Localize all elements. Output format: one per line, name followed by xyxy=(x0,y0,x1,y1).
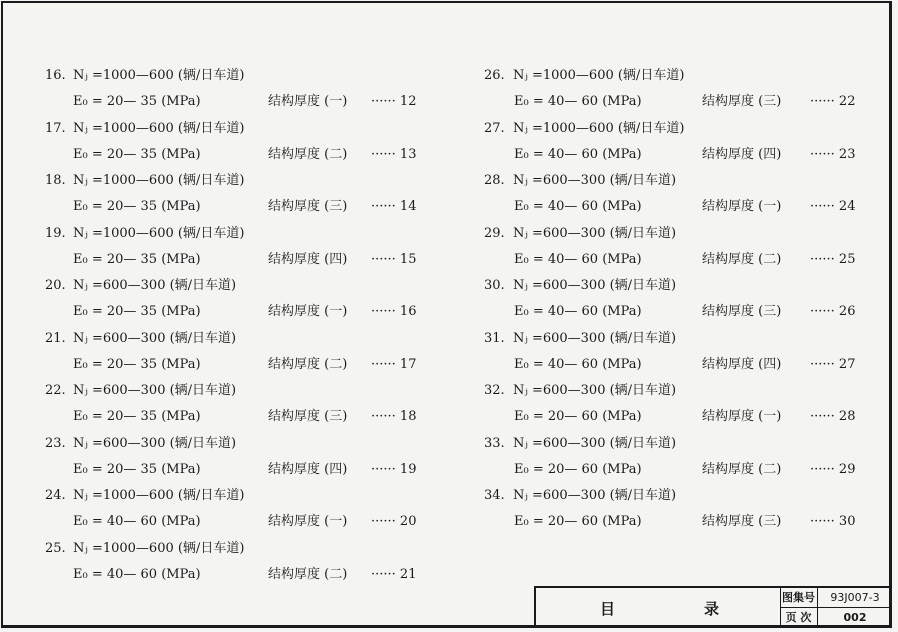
toc-entry-page: ······ 15 xyxy=(371,251,417,267)
toc-entry-traffic-volume: Nⱼ =600—300 (辆/日车道) xyxy=(73,278,237,293)
toc-entry-detail-line xyxy=(3,251,443,269)
toc-entry-modulus: E₀ = 40— 60 (MPa) xyxy=(514,251,642,267)
toc-entry-traffic-volume: Nⱼ =600—300 (辆/日车道) xyxy=(73,383,237,398)
toc-entry-modulus: E₀ = 40— 60 (MPa) xyxy=(514,304,642,319)
toc-entry-traffic-line xyxy=(3,435,443,453)
toc-entry-structure: 结构厚度 (一) xyxy=(268,94,348,109)
toc-entry-structure: 结构厚度 (一) xyxy=(702,199,782,214)
toc-entry-modulus: E₀ = 20— 35 (MPa) xyxy=(73,251,201,267)
toc-entry xyxy=(3,172,443,225)
toc-entry-structure: 结构厚度 (二) xyxy=(268,146,348,162)
toc-entry-number: 16. xyxy=(45,68,66,83)
toc-entry-number: 26. xyxy=(484,68,505,83)
toc-entry-traffic-line xyxy=(3,120,443,138)
toc-entry-traffic-line xyxy=(443,120,892,138)
toc-entry-structure: 结构厚度 (二) xyxy=(702,251,782,267)
toc-entry-traffic-volume: Nⱼ =600—300 (辆/日车道) xyxy=(73,330,237,346)
toc-entry-page: ······ 21 xyxy=(371,566,417,582)
toc-entry-traffic-line xyxy=(443,277,892,295)
toc-entry-traffic-volume: Nⱼ =600—300 (辆/日车道) xyxy=(513,383,677,398)
toc-entry-number: 25. xyxy=(45,540,66,556)
toc-entry-page: ······ 27 xyxy=(810,356,856,372)
toc-entry xyxy=(443,487,892,540)
toc-entry-traffic-line xyxy=(443,330,892,348)
toc-entry-structure: 结构厚度 (四) xyxy=(702,356,782,372)
toc-entry xyxy=(443,435,892,488)
toc-entry-structure: 结构厚度 (三) xyxy=(268,409,348,424)
title-block-title xyxy=(536,588,781,627)
toc-entry-traffic-volume: Nⱼ =600—300 (辆/日车道) xyxy=(513,173,677,188)
toc-entry-detail-line xyxy=(3,566,443,584)
toc-entry-page: ······ 20 xyxy=(371,514,417,529)
toc-entry-detail-line xyxy=(443,251,892,269)
toc-entry-detail-line xyxy=(443,198,892,216)
toc-entry-modulus: E₀ = 20— 35 (MPa) xyxy=(73,461,201,477)
drawing-sheet xyxy=(1,1,892,628)
toc-entry-detail-line xyxy=(3,408,443,426)
toc-entry-structure: 结构厚度 (三) xyxy=(268,199,348,214)
toc-entry-detail-line xyxy=(443,146,892,164)
toc-entry-modulus: E₀ = 20— 35 (MPa) xyxy=(73,199,201,214)
toc-entry-number: 18. xyxy=(45,173,66,188)
toc-entry-traffic-line xyxy=(3,487,443,505)
toc-entry-traffic-line xyxy=(3,540,443,558)
toc-entry-number: 30. xyxy=(484,278,505,293)
toc-entry-traffic-volume: Nⱼ =1000—600 (辆/日车道) xyxy=(73,488,245,503)
toc-entry-modulus: E₀ = 40— 60 (MPa) xyxy=(73,566,201,582)
title-char-2: 录 xyxy=(704,600,720,618)
toc-entry xyxy=(443,330,892,383)
toc-entry-traffic-volume: Nⱼ =1000—600 (辆/日车道) xyxy=(513,68,685,83)
toc-entry-modulus: E₀ = 20— 35 (MPa) xyxy=(73,304,201,319)
toc-entry-detail-line xyxy=(3,461,443,479)
toc-entry-detail-line xyxy=(443,408,892,426)
toc-entry-structure: 结构厚度 (四) xyxy=(702,146,782,162)
toc-entry-traffic-volume: Nⱼ =1000—600 (辆/日车道) xyxy=(73,120,245,136)
toc-entry-page: ······ 26 xyxy=(810,304,856,319)
title-block-grid xyxy=(780,588,892,627)
toc-entry-traffic-line xyxy=(443,435,892,453)
atlas-number-label: 图集号 xyxy=(780,588,818,608)
toc-entry-page: ······ 17 xyxy=(371,356,417,372)
toc-entry xyxy=(443,225,892,278)
page-number-value: 002 xyxy=(843,611,867,624)
toc-entry-structure: 结构厚度 (一) xyxy=(702,409,782,424)
toc-entry-traffic-volume: Nⱼ =1000—600 (辆/日车道) xyxy=(73,540,245,556)
toc-entry-number: 20. xyxy=(45,278,66,293)
page-number-label: 页 次 xyxy=(780,608,818,627)
toc-entry-page: ······ 14 xyxy=(371,199,417,214)
toc-entry-structure: 结构厚度 (三) xyxy=(702,514,782,529)
toc-entry-structure: 结构厚度 (一) xyxy=(268,304,348,319)
title-char-1: 目 xyxy=(600,600,616,618)
toc-entry-structure: 结构厚度 (三) xyxy=(702,304,782,319)
toc-entry xyxy=(3,225,443,278)
toc-entry-traffic-volume: Nⱼ =1000—600 (辆/日车道) xyxy=(513,120,685,136)
toc-entry-page: ······ 25 xyxy=(810,251,856,267)
toc-entry-modulus: E₀ = 20— 35 (MPa) xyxy=(73,409,201,424)
toc-entry-traffic-line xyxy=(443,487,892,505)
toc-entry-page: ······ 28 xyxy=(810,409,856,424)
toc-entry-detail-line xyxy=(3,198,443,216)
toc-entry-page: ······ 22 xyxy=(810,94,856,109)
toc-entry-detail-line xyxy=(3,303,443,321)
toc-entry xyxy=(3,435,443,488)
toc-entry-traffic-volume: Nⱼ =600—300 (辆/日车道) xyxy=(513,435,677,451)
toc-entry-page: ······ 30 xyxy=(810,514,856,529)
toc-entry-detail-line xyxy=(3,513,443,531)
toc-entry xyxy=(443,67,892,120)
toc-entry-page: ······ 18 xyxy=(371,409,417,424)
toc-entry-structure: 结构厚度 (三) xyxy=(702,94,782,109)
toc-entry-detail-line xyxy=(443,93,892,111)
toc-entry-structure: 结构厚度 (一) xyxy=(268,514,348,529)
toc-entry-traffic-line xyxy=(443,225,892,243)
toc-entry-number: 24. xyxy=(45,488,66,503)
toc-entry-modulus: E₀ = 20— 35 (MPa) xyxy=(73,94,201,109)
toc-entry-traffic-line xyxy=(3,382,443,400)
toc-entry-modulus: E₀ = 20— 60 (MPa) xyxy=(514,409,642,424)
toc-entry-page: ······ 29 xyxy=(810,461,856,477)
toc-entry-number: 17. xyxy=(45,120,66,136)
toc-entry-page: ······ 19 xyxy=(371,461,417,477)
toc-entry-number: 32. xyxy=(484,383,505,398)
toc-entry-number: 21. xyxy=(45,330,66,346)
toc-entry-modulus: E₀ = 40— 60 (MPa) xyxy=(514,94,642,109)
toc-entry-traffic-line xyxy=(3,330,443,348)
toc-entry-detail-line xyxy=(3,356,443,374)
toc-entry-number: 23. xyxy=(45,435,66,451)
toc-entry-number: 33. xyxy=(484,435,505,451)
toc-entry-page: ······ 24 xyxy=(810,199,856,214)
toc-entry-number: 27. xyxy=(484,120,505,136)
toc-entry xyxy=(443,277,892,330)
toc-entry-detail-line xyxy=(3,146,443,164)
toc-entry xyxy=(3,277,443,330)
toc-entry-structure: 结构厚度 (四) xyxy=(268,461,348,477)
toc-entry-number: 28. xyxy=(484,173,505,188)
toc-entry xyxy=(443,120,892,173)
toc-entry-detail-line xyxy=(443,356,892,374)
toc-entry-detail-line xyxy=(443,513,892,531)
toc-entry-traffic-volume: Nⱼ =600—300 (辆/日车道) xyxy=(513,330,677,346)
toc-entry-page: ······ 12 xyxy=(371,94,417,109)
toc-entry-traffic-line xyxy=(443,67,892,85)
toc-entry-traffic-volume: Nⱼ =1000—600 (辆/日车道) xyxy=(73,225,245,241)
toc-entry-traffic-line xyxy=(3,277,443,295)
toc-entry-modulus: E₀ = 40— 60 (MPa) xyxy=(73,514,201,529)
toc-entry xyxy=(3,67,443,120)
toc-entry-number: 29. xyxy=(484,225,505,241)
toc-entry-detail-line xyxy=(443,461,892,479)
title-block xyxy=(534,586,892,627)
toc-entry-traffic-line xyxy=(443,382,892,400)
toc-entry-structure: 结构厚度 (二) xyxy=(268,356,348,372)
toc-entry-page: ······ 16 xyxy=(371,304,417,319)
toc-entry xyxy=(3,120,443,173)
toc-entry-traffic-line xyxy=(443,172,892,190)
toc-entry-traffic-volume: Nⱼ =1000—600 (辆/日车道) xyxy=(73,68,245,83)
toc-entry-modulus: E₀ = 40— 60 (MPa) xyxy=(514,199,642,214)
toc-entry-structure: 结构厚度 (二) xyxy=(702,461,782,477)
toc-entry-traffic-volume: Nⱼ =600—300 (辆/日车道) xyxy=(73,435,237,451)
toc-entry-traffic-volume: Nⱼ =600—300 (辆/日车道) xyxy=(513,488,677,503)
toc-entry-modulus: E₀ = 20— 35 (MPa) xyxy=(73,146,201,162)
toc-entry xyxy=(3,487,443,540)
toc-entry-detail-line xyxy=(443,303,892,321)
toc-entry xyxy=(443,382,892,435)
toc-entry xyxy=(3,540,443,593)
toc-entry xyxy=(3,330,443,383)
toc-entry-structure: 结构厚度 (四) xyxy=(268,251,348,267)
toc-entry-traffic-line xyxy=(3,67,443,85)
toc-entry-number: 22. xyxy=(45,383,66,398)
toc-entry-traffic-volume: Nⱼ =600—300 (辆/日车道) xyxy=(513,278,677,293)
toc-entry-structure: 结构厚度 (二) xyxy=(268,566,348,582)
toc-entry-modulus: E₀ = 20— 60 (MPa) xyxy=(514,461,642,477)
toc-entry-traffic-line xyxy=(3,225,443,243)
toc-entry-page: ······ 23 xyxy=(810,146,856,162)
toc-entry-detail-line xyxy=(3,93,443,111)
toc-entry xyxy=(443,172,892,225)
toc-entry-traffic-volume: Nⱼ =600—300 (辆/日车道) xyxy=(513,225,677,241)
toc-entry-modulus: E₀ = 20— 60 (MPa) xyxy=(514,514,642,529)
toc-entry-modulus: E₀ = 40— 60 (MPa) xyxy=(514,356,642,372)
toc-entry xyxy=(3,382,443,435)
toc-entry-traffic-volume: Nⱼ =1000—600 (辆/日车道) xyxy=(73,173,245,188)
toc-entry-number: 19. xyxy=(45,225,66,241)
toc-entry-page: ······ 13 xyxy=(371,146,417,162)
toc-entry-traffic-line xyxy=(3,172,443,190)
toc-entry-modulus: E₀ = 20— 35 (MPa) xyxy=(73,356,201,372)
toc-entry-number: 34. xyxy=(484,488,505,503)
atlas-number-value: 93J007-3 xyxy=(818,588,892,608)
toc-entry-number: 31. xyxy=(484,330,505,346)
toc-entry-modulus: E₀ = 40— 60 (MPa) xyxy=(514,146,642,162)
